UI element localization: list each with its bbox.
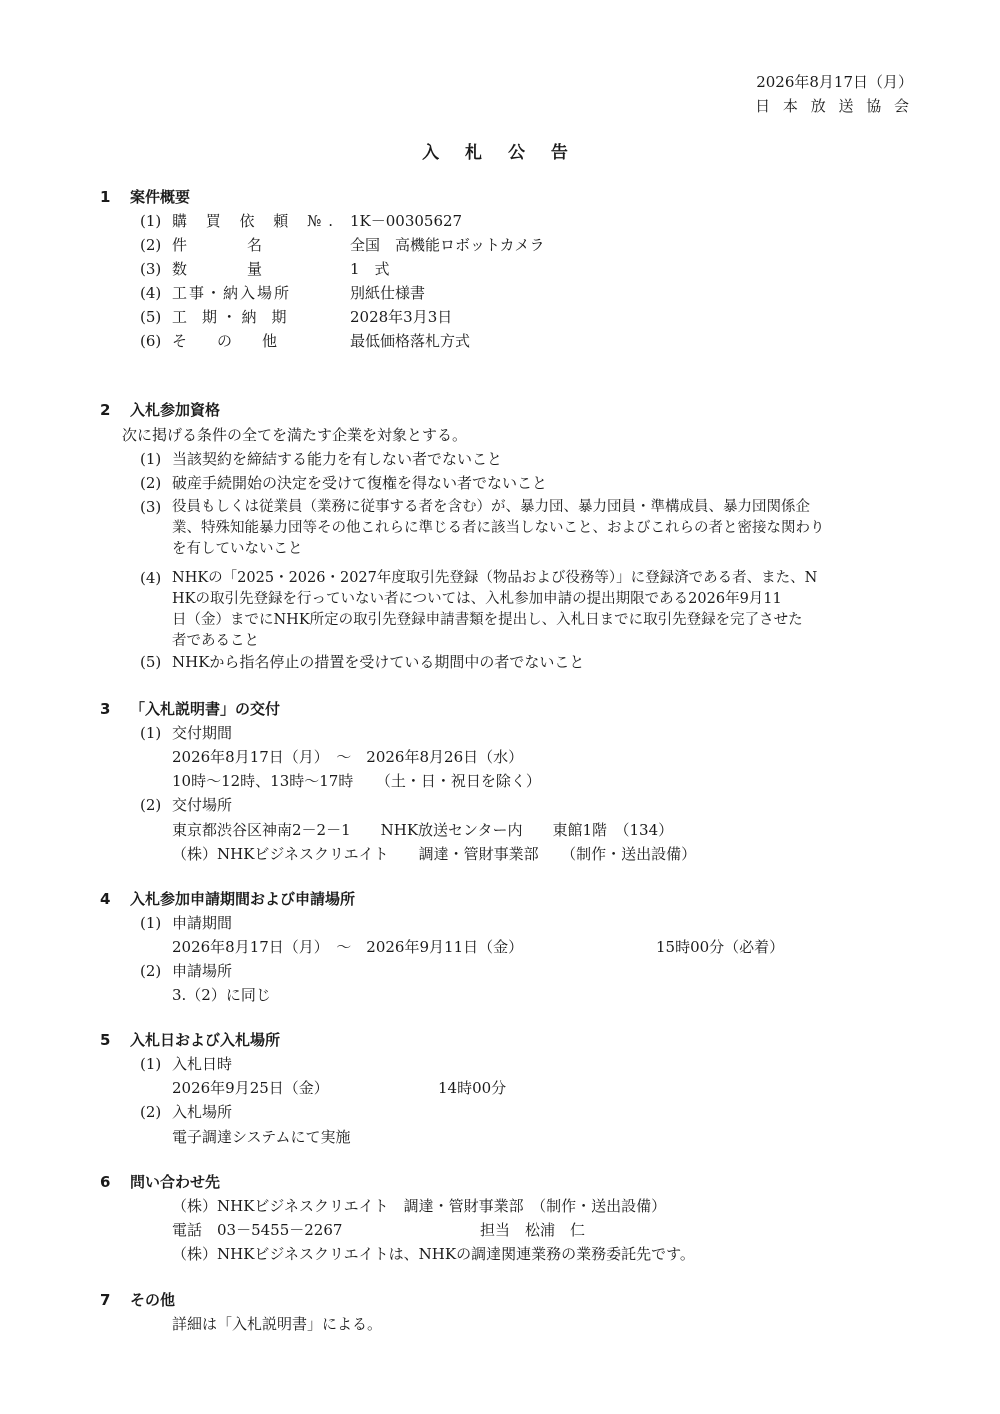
section-4-item-text: 申請期間 <box>172 914 233 932</box>
section-1-item-label: 工事・納入場所 <box>172 284 292 302</box>
section-4-item-text: 申請場所 <box>172 962 233 980</box>
section-1-item-number: (2) <box>140 236 162 254</box>
delivery-department: （株）NHKビジネスクリエイト 調達・管財事業部 （制作・送出設備） <box>172 845 697 863</box>
section-1-item-value: 最低価格落札方式 <box>350 332 471 350</box>
section-1-item-value: 全国 高機能ロボットカメラ <box>350 236 545 254</box>
section-5-heading: 入札日および入札場所 <box>130 1031 281 1049</box>
section-3-item-number: (2) <box>140 796 162 814</box>
section-3-number: 3 <box>100 700 111 718</box>
section-5-item-text: 入札場所 <box>172 1103 233 1121</box>
section-7-heading: その他 <box>130 1291 176 1309</box>
section-2-item-number: (5) <box>140 653 162 671</box>
contact-note: （株）NHKビジネスクリエイトは、NHKの調達関連業務の業務委託先です。 <box>172 1245 695 1263</box>
section-2-item-text: HKの取引先登録を行っていない者については、入札参加申請の提出期限である2026年9月11 <box>172 591 782 607</box>
section-1-item-label: 数 量 <box>172 260 263 278</box>
section-2-item-text: NHKから指名停止の措置を受けている期間中の者でないこと <box>172 653 585 671</box>
section-2-item-number: (2) <box>140 474 162 492</box>
section-1-heading: 案件概要 <box>130 188 191 206</box>
section-4-item-number: (1) <box>140 914 162 932</box>
section-1-item-label: 購 買 依 頼 №. <box>172 212 341 230</box>
section-1-item-number: (1) <box>140 212 162 230</box>
section-5-item-number: (2) <box>140 1103 162 1121</box>
issuer-name: 日 本 放 送 協 会 <box>755 97 913 115</box>
section-1-item-value: 1K－00305627 <box>350 212 463 230</box>
application-deadline: 15時00分（必着） <box>656 938 785 956</box>
section-1-item-label: 工 期 ・ 納 期 <box>172 308 287 326</box>
application-period: 2026年8月17日（月） ～ 2026年9月11日（金） <box>172 938 524 956</box>
section-2-item-number: (4) <box>140 569 162 587</box>
delivery-hours: 10時～12時、13時～17時 （土・日・祝日を除く） <box>172 772 541 790</box>
section-1-item-number: (5) <box>140 308 162 326</box>
section-7-number: 7 <box>100 1291 111 1309</box>
section-4-heading: 入札参加申請期間および申請場所 <box>130 890 356 908</box>
section-2-item-number: (1) <box>140 450 162 468</box>
section-1-item-value: 1 式 <box>350 260 390 278</box>
section-2-item-number: (3) <box>140 498 162 516</box>
section-5-item-text: 入札日時 <box>172 1055 233 1073</box>
bid-place: 電子調達システムにて実施 <box>172 1128 351 1146</box>
section-2-item-text: 当該契約を締結する能力を有しない者でないこと <box>172 450 503 468</box>
section-3-item-number: (1) <box>140 724 162 742</box>
notice-date: 2026年8月17日（月） <box>756 73 913 91</box>
contact-person: 担当 松浦 仁 <box>480 1221 586 1239</box>
section-3-item-text: 交付期間 <box>172 724 233 742</box>
section-6-number: 6 <box>100 1173 111 1191</box>
section-6-heading: 問い合わせ先 <box>130 1173 221 1191</box>
section-1-item-label: そ の 他 <box>172 332 278 350</box>
section-2-item-text: を有していないこと <box>172 541 303 557</box>
section-5-item-number: (1) <box>140 1055 162 1073</box>
section-5-number: 5 <box>100 1031 111 1049</box>
section-2-item-text: NHKの「2025・2026・2027年度取引先登録（物品および役務等）」に登録済である者、また、N <box>172 570 818 586</box>
section-1-item-number: (6) <box>140 332 162 350</box>
section-4-number: 4 <box>100 890 111 908</box>
section-2-item-text: 者であること <box>172 633 259 649</box>
section-1-item-value: 別紙仕様書 <box>350 284 426 302</box>
page-title: 入 札 公 告 <box>422 143 578 163</box>
delivery-period: 2026年8月17日（月） ～ 2026年8月26日（水） <box>172 748 524 766</box>
section-4-item-number: (2) <box>140 962 162 980</box>
section-2-item-text: 業、特殊知能暴力団等その他これらに準じる者に該当しないこと、およびこれらの者と密接な関わり <box>172 520 825 536</box>
section-2-item-text: 日（金）までにNHK所定の取引先登録申請書類を提出し、入札日までに取引先登録を完了させた <box>172 612 803 628</box>
section-1-item-number: (3) <box>140 260 162 278</box>
bid-date: 2026年9月25日（金） <box>172 1079 329 1097</box>
section-1-item-label: 件 名 <box>172 236 263 254</box>
section-1-number: 1 <box>100 188 111 206</box>
contact-organization: （株）NHKビジネスクリエイト 調達・管財事業部 （制作・送出設備） <box>172 1197 667 1215</box>
section-2-item-text: 役員もしくは従業員（業務に従事する者を含む）が、暴力団、暴力団員・準構成員、暴力団関係企 <box>172 499 810 515</box>
application-place: 3.（2）に同じ <box>172 986 271 1004</box>
section-1-item-value: 2028年3月3日 <box>350 308 453 326</box>
section-2-heading: 入札参加資格 <box>130 401 221 419</box>
section-2-item-text: 破産手続開始の決定を受けて復権を得ない者でないこと <box>172 474 548 492</box>
bid-time: 14時00分 <box>438 1079 507 1097</box>
contact-phone: 電話 03－5455－2267 <box>172 1221 343 1239</box>
other-details: 詳細は「入札説明書」による。 <box>172 1315 383 1333</box>
section-3-heading: 「入札説明書」の交付 <box>130 700 281 718</box>
section-1-item-number: (4) <box>140 284 162 302</box>
delivery-address: 東京都渋谷区神南2－2－1 NHK放送センター内 東館1階 （134） <box>172 821 674 839</box>
section-3-item-text: 交付場所 <box>172 796 233 814</box>
section-2-intro: 次に掲げる条件の全てを満たす企業を対象とする。 <box>122 426 468 444</box>
section-2-number: 2 <box>100 401 111 419</box>
